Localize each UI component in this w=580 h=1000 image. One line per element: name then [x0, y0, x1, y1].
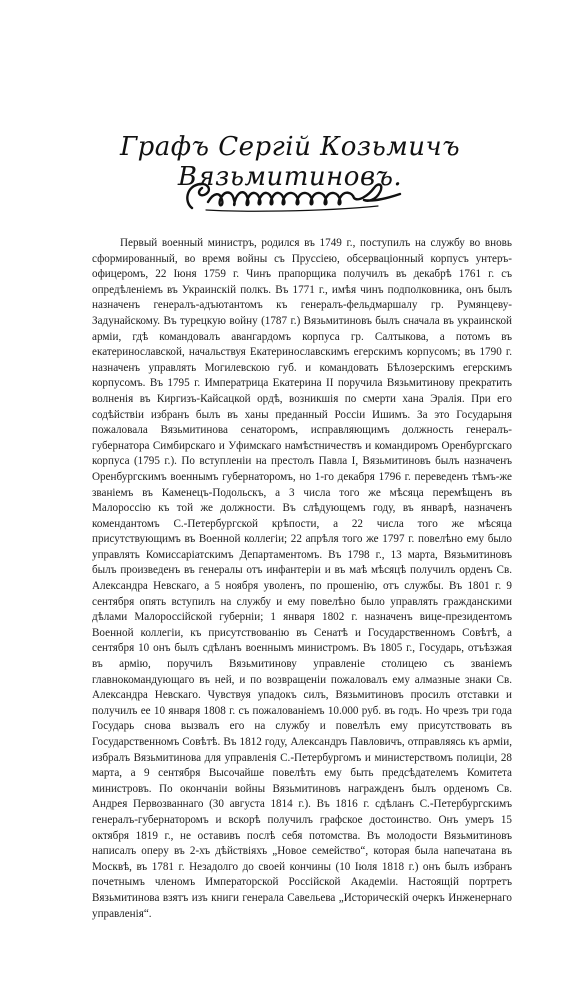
- signature-image: [178, 172, 410, 222]
- page-title: Графъ Сергiй Козьмичъ Вязьмитиновъ.: [119, 132, 461, 192]
- biography-paragraph: Первый военный министръ, родился въ 1749 г., поступилъ на службу во вновь сформированный, во время войны съ Пруссiею, обсерваціонный корпусъ унтеръ-офицеромъ, 22 Іюня 1759 г. Чинъ прапорщика получилъ въ декабрѣ 1761 г. съ опредѣленiемъ въ Украинскій полкъ. Въ 1771 г., имѣя чинъ подполковника, онъ былъ назначенъ генералъ-адъютантомъ къ генералъ-фельдмаршалу гр. Румянцеву-Задунайскому. Въ турецкую войну (1787 г.) Вязьмитиновъ былъ сначала въ украинской арміи, гдѣ командовалъ авангардомъ корпуса гр. Салтыкова, а потомъ въ екатеринославской, начальствуя Екатеринославскимъ егерскимъ корпусомъ; въ 1790 г. назначенъ управлять Могилевскою губ. и командовать Бѣлозерскимъ егерскимъ корпусомъ. Въ 1795 г. Императрица Екатерина II поручила Вязьмитинову прекратить волненія въ Киргизъ-Кайсацкой ордѣ, возникшія по смерти хана Эралія. При его содѣйствіи избранъ былъ въ ханы преданный Россіи Ишимъ. За это Государыня пожаловала Вязьмитинова сенаторомъ, исправляющимъ должность генералъ-губернатора Симбирскаго и Уфимскаго намѣстничествъ и командиромъ Оренбургскаго корпуса (1795 г.). По вступленіи на престолъ Павла I, Вязьмитиновъ былъ назначенъ Оренбургскимъ военнымъ губернаторомъ, но 1-го декабря 1796 г. переведенъ тѣмъ-же званіемъ въ Каменецъ-Подольскъ, а 3 числа того же мѣсяца перемѣщенъ въ Малороссію къ той же должности. Въ слѣдующемъ году, въ январѣ, назначенъ комендантомъ С.-Петербургской крѣпости, а 22 числа того же мѣсяца присутствующимъ въ Военной коллегіи; 22 апрѣля того же 1797 г. повелѣно ему было управлять Комиссаріатскимъ Департаментомъ. Въ 1798 г., 13 марта, Вязьмитиновъ былъ произведенъ въ генералы отъ инфантеріи и въ маѣ мѣсяцѣ получилъ орденъ Св. Александра Невскаго, а 5 ноября уволенъ, по прошенію, отъ службы. Въ 1801 г. 9 сентября опять вступилъ на службу и ему повелѣно было управлять гражданскими дѣлами Малороссійской губерніи; 1 января 1802 г. назначенъ вице-президентомъ Военной коллегіи, къ присутствованію въ Сенатѣ и Государственномъ Совѣтѣ, а сентября 10 онъ былъ сдѣланъ военнымъ министромъ. Въ 1805 г., Государь, отъѣзжая въ армію, поручилъ Вязьмитинову управленіе столицею съ званіемъ главнокомандующаго въ ней, и по возвращеніи пожаловалъ ему алмазные знаки Св. Александра Невскаго. Чувствуя упадокъ силъ, Вязьмитиновъ просилъ отставки и получилъ ее 10 января 1808 г. съ пожалованіемъ 10.000 руб. въ годъ. Но чрезъ три года Государь снова вызвалъ его на службу и повелѣлъ ему присутствовать въ Государственномъ Совѣтѣ. Въ 1812 году, Александръ Павловичъ, отправляясь къ арміи, избралъ Вязьмитинова для управленія С.-Петербургомъ и министерствомъ полиціи, 28 марта, а 9 сентября Высочайше повелѣть ему быть предсѣдателемъ Комитета министровъ. По окончаніи войны Вязьмитиновъ награжденъ былъ орденомъ Св. Андрея Первозваннаго (30 августа 1814 г.). Въ 1816 г. сдѣланъ С.-Петербургскимъ генералъ-губернаторомъ и вскорѣ получилъ графское достоинство. Онъ умеръ 15 октября 1819 г., не оставивъ послѣ себя потомства. Въ молодости Вязьмитиновъ написалъ оперу въ 2-хъ дѣйствіяхъ „Новое семейство“, которая была напечатана въ Москвѣ, въ 1781 г. Незадолго до своей кончины (10 Іюля 1818 г.) онъ былъ избранъ почетнымъ членомъ Императорской Россійской Академіи. Настоящій портретъ Вязьмитинова взятъ изъ книги генерала Савельева „Историческій очеркъ Инженернаго управленія“.: [92, 237, 512, 920]
